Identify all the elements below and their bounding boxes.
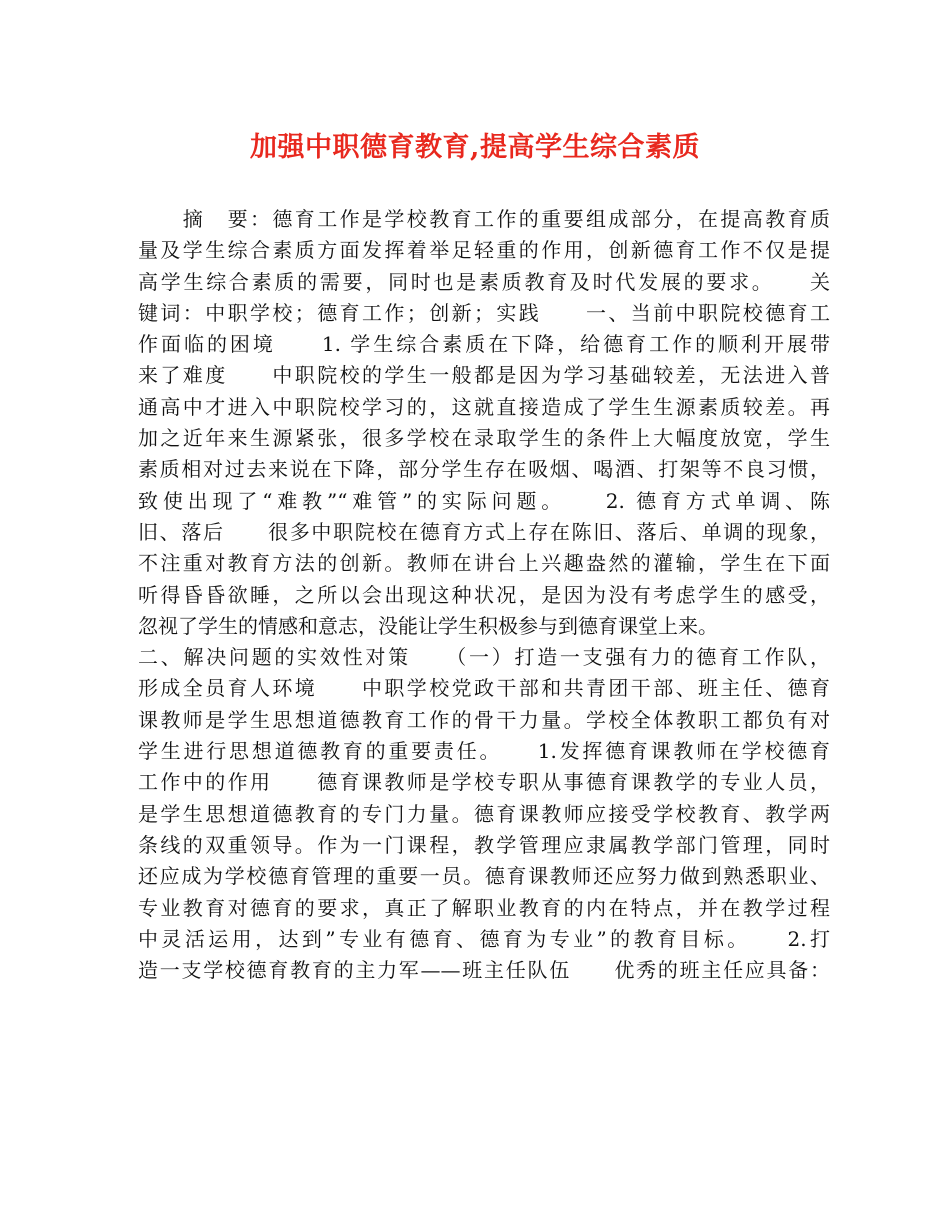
document-title: 加强中职德育教育,提高学生综合素质 xyxy=(250,132,700,163)
body-line: 量及学生综合素质方面发挥着举足轻重的作用，创新德育工作不仅是提 xyxy=(138,238,830,263)
body-line: 课教师是学生思想道德教育工作的骨干力量。学校全体教职工都负有对 xyxy=(138,707,830,732)
body-line: 键词：中职学校；德育工作；创新；实践 一、当前中职院校德育工 xyxy=(138,300,830,325)
body-line: 学生进行思想道德教育的重要责任。 1.发挥德育课教师在学校德育 xyxy=(138,739,830,764)
body-line: 造一支学校德育教育的主力军——班主任队伍 优秀的班主任应具备： xyxy=(138,958,830,983)
body-line: 听得昏昏欲睡，之所以会出现这种状况，是因为没有考虑学生的感受， xyxy=(138,582,830,607)
body-line: 二、解决问题的实效性对策 （一）打造一支强有力的德育工作队， xyxy=(138,645,830,670)
body-line: 专业教育对德育的要求，真正了解职业教育的内在特点，并在教学过程 xyxy=(138,895,830,920)
body-line: 中灵活运用，达到”专业有德育、德育为专业”的教育目标。 2.打 xyxy=(138,926,830,951)
body-line: 加之近年来生源紧张，很多学校在录取学生的条件上大幅度放宽，学生 xyxy=(138,426,830,451)
document-body xyxy=(138,204,830,986)
body-line: 摘 要：德育工作是学校教育工作的重要组成部分，在提高教育质 xyxy=(138,207,830,231)
body-line: 条线的双重领导。作为一门课程，教学管理应隶属教学部门管理，同时 xyxy=(138,832,830,857)
body-line: 工作中的作用 德育课教师是学校专职从事德育课教学的专业人员， xyxy=(138,770,830,795)
body-line: 来了难度 中职院校的学生一般都是因为学习基础较差，无法进入普 xyxy=(138,363,830,388)
body-line: 不注重对教育方法的创新。教师在讲台上兴趣盎然的灌输，学生在下面 xyxy=(138,551,830,576)
body-line: 还应成为学校德育管理的重要一员。德育课教师还应努力做到熟悉职业、 xyxy=(138,864,830,889)
body-line: 作面临的困境 1. 学生综合素质在下降，给德育工作的顺利开展带 xyxy=(138,332,830,357)
body-line: 致使出现了“难教”“难管”的实际问题。 2. 德育方式单调、陈 xyxy=(138,488,830,513)
body-line: 是学生思想道德教育的专门力量。德育课教师应接受学校教育、教学两 xyxy=(138,801,830,826)
body-line: 通高中才进入中职院校学习的，这就直接造成了学生生源素质较差。再 xyxy=(138,394,830,419)
body-line: 素质相对过去来说在下降，部分学生存在吸烟、喝酒、打架等不良习惯， xyxy=(138,457,830,482)
body-line: 高学生综合素质的需要，同时也是素质教育及时代发展的要求。 关 xyxy=(138,269,830,294)
body-line: 旧、落后 很多中职院校在德育方式上存在陈旧、落后、单调的现象， xyxy=(138,519,830,544)
body-line: 形成全员育人环境 中职学校党政干部和共青团干部、班主任、德育 xyxy=(138,676,830,701)
body-line: 忽视了学生的情感和意志，没能让学生积极参与到德育课堂上来。 xyxy=(138,613,718,638)
